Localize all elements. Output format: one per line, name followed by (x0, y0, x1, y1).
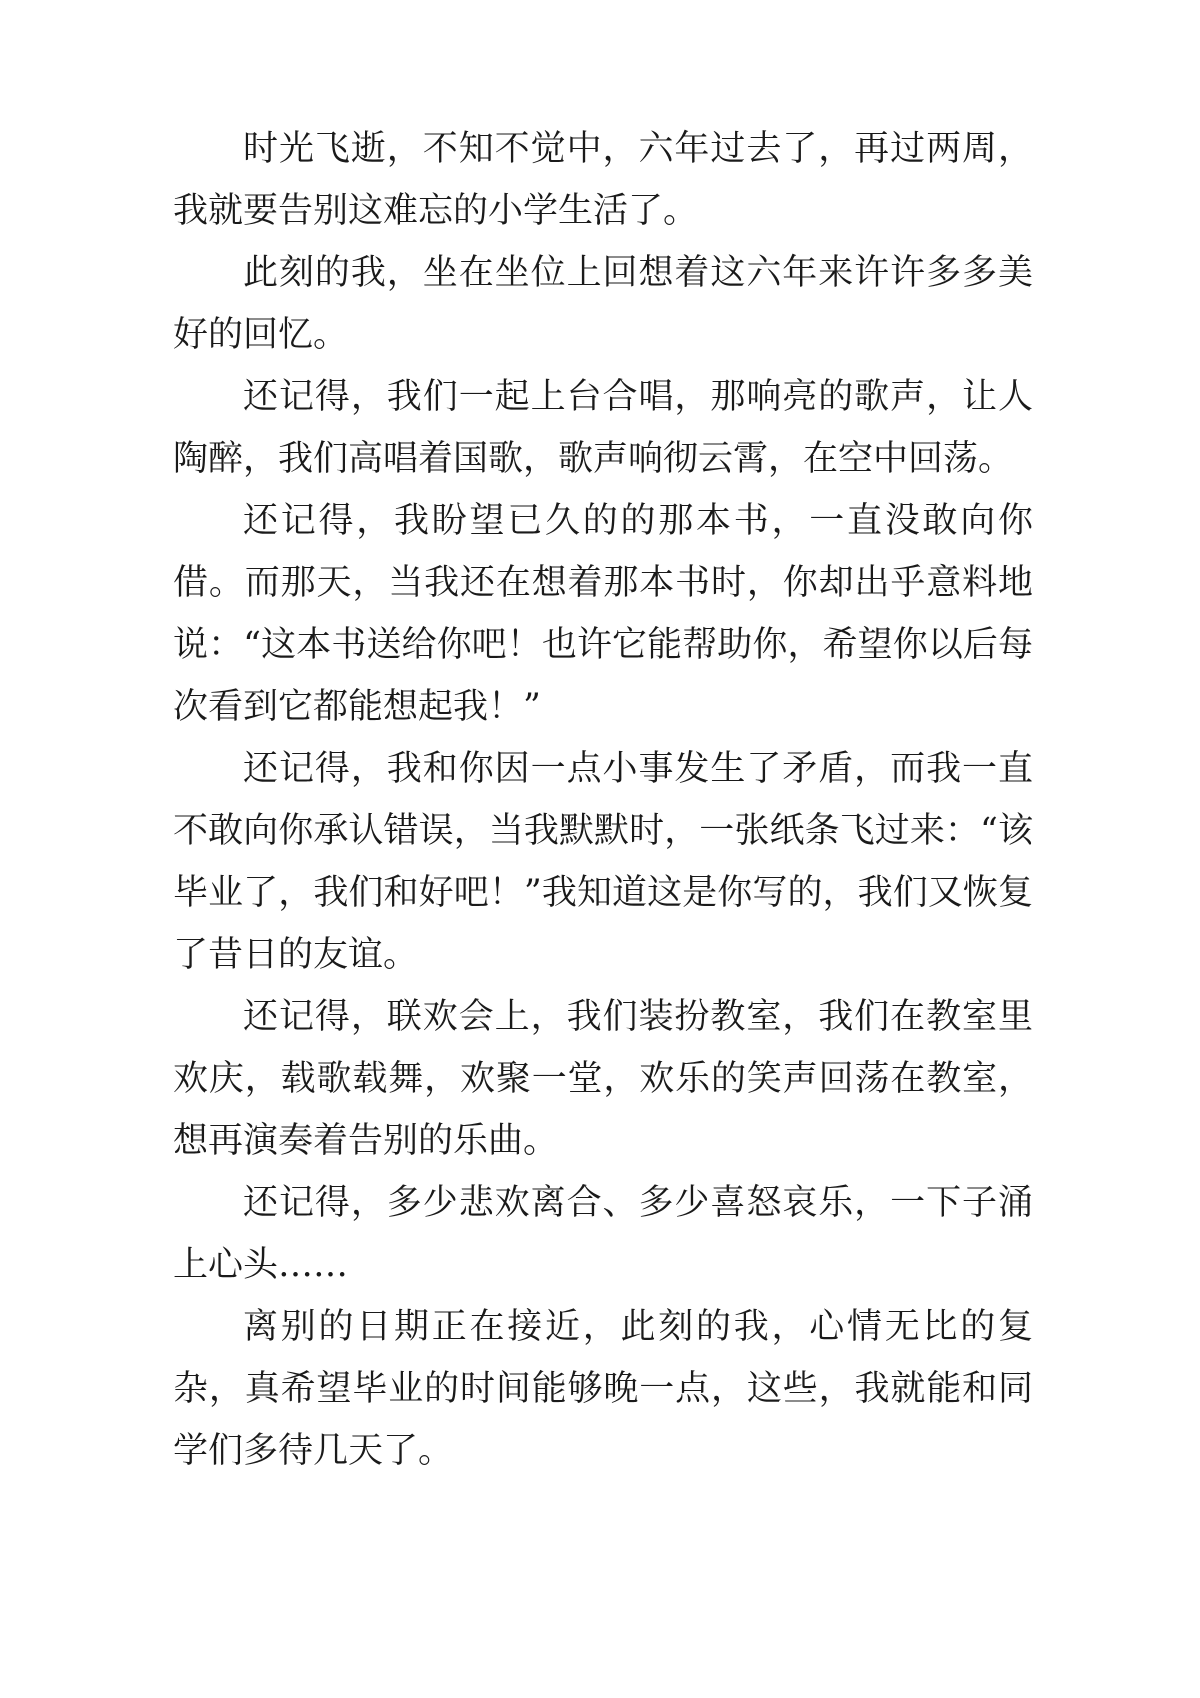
paragraph-8: 离别的日期正在接近，此刻的我，心情无比的复杂，真希望毕业的时间能够晚一点，这些，我就能和同学们多待几天了。 (173, 1307, 1033, 1471)
essay-body (173, 118, 1033, 1482)
paragraph-2: 此刻的我，坐在坐位上回想着这六年来许许多多美好的回忆。 (173, 253, 1033, 355)
paragraph-7: 还记得，多少悲欢离合、多少喜怒哀乐，一下子涌上心头…… (173, 1183, 1033, 1285)
paragraph-3: 还记得，我们一起上台合唱，那响亮的歌声，让人陶醉，我们高唱着国歌，歌声响彻云霄，在空中回荡。 (173, 377, 1033, 479)
paragraph-4: 还记得，我盼望已久的的那本书，一直没敢向你借。而那天，当我还在想着那本书时，你却出乎意料地说：“这本书送给你吧！也许它能帮助你，希望你以后每次看到它都能想起我！” (173, 501, 1033, 727)
paragraph-5: 还记得，我和你因一点小事发生了矛盾，而我一直不敢向你承认错误，当我默默时，一张纸条飞过来：“该毕业了，我们和好吧！”我知道这是你写的，我们又恢复了昔日的友谊。 (173, 749, 1033, 975)
paragraph-6: 还记得，联欢会上，我们装扮教室，我们在教室里欢庆，载歌载舞，欢聚一堂，欢乐的笑声回荡在教室，想再演奏着告别的乐曲。 (173, 997, 1033, 1161)
paragraph-1: 时光飞逝，不知不觉中，六年过去了，再过两周，我就要告别这难忘的小学生活了。 (173, 129, 1033, 231)
